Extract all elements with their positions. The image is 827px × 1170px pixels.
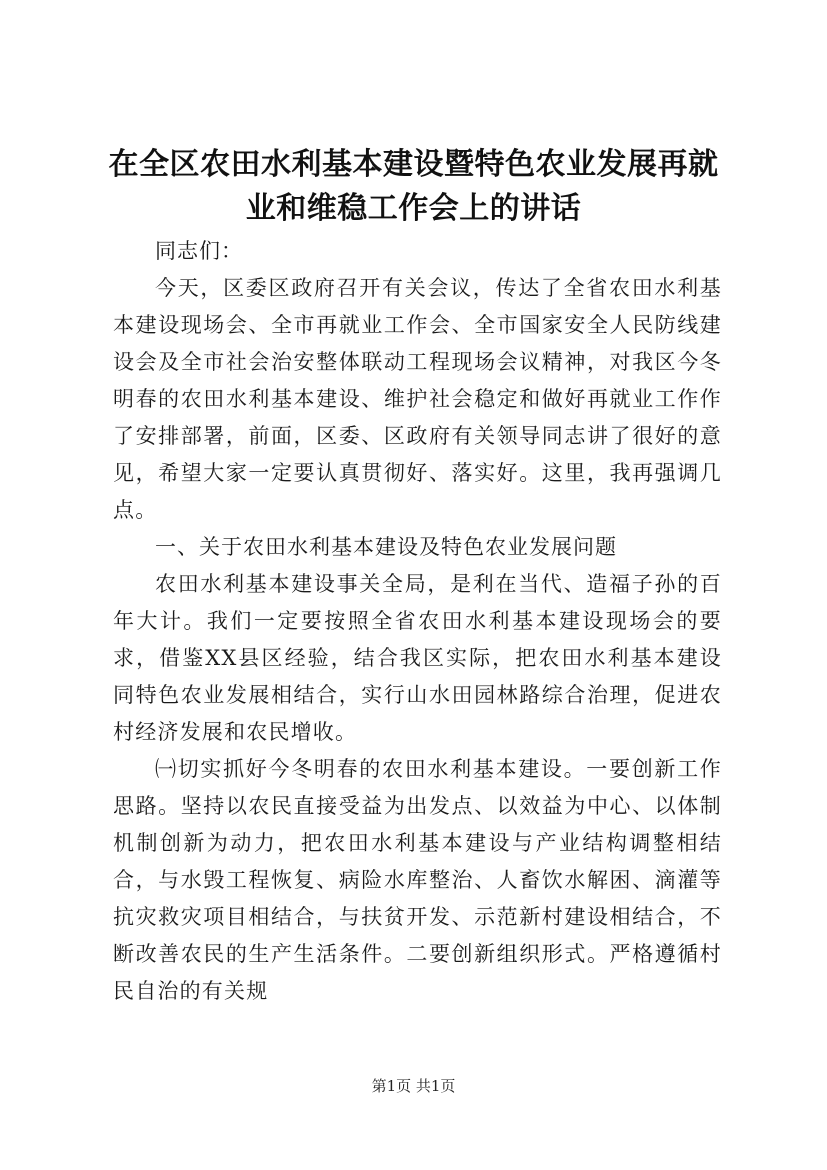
section-paragraph: 农田水利基本建设事关全局，是利在当代、造福子孙的百年大计。我们一定要按照全省农田水利基本建设现场会的要求，借鉴XX县区经验，结合我区实际，把农田水利基本建设同特色农业发展相结合，实行山水田园林路综合治理，促进农村经济发展和农民增收。 — [113, 572, 722, 744]
section-heading: 一、关于农田水利基本建设及特色农业发展问题 — [155, 535, 617, 559]
document-body — [113, 233, 722, 1010]
document-title: 在全区农田水利基本建设暨特色农业发展再就业和维稳工作会上的讲话 — [108, 147, 719, 226]
subsection-paragraph: ㈠切实抓好今冬明春的农田水利基本建设。一要创新工作思路。坚持以农民直接受益为出发点、以效益为中心、以体制机制创新为动力，把农田水利基本建设与产业结构调整相结合，与水毁工程恢复、病险水库整治、人畜饮水解困、滴灌等抗灾救灾项目相结合，与扶贫开发、示范新村建设相结合，不断改善农民的生产生活条件。二要创新组织形式。严格遵循村民自治的有关规 — [113, 757, 722, 1003]
salutation-paragraph: 同志们： — [155, 239, 243, 263]
page-footer: 第1页 共1页 — [371, 1077, 456, 1095]
intro-paragraph: 今天，区委区政府召开有关会议，传达了全省农田水利基本建设现场会、全市再就业工作会、全市国家安全人民防线建设会及全市社会治安整体联动工程现场会议精神，对我区今冬明春的农田水利基本建设、维护社会稳定和做好再就业工作作了安排部署，前面，区委、区政府有关领导同志讲了很好的意见，希望大家一定要认真贯彻好、落实好。这里，我再强调几点。 — [113, 276, 722, 522]
